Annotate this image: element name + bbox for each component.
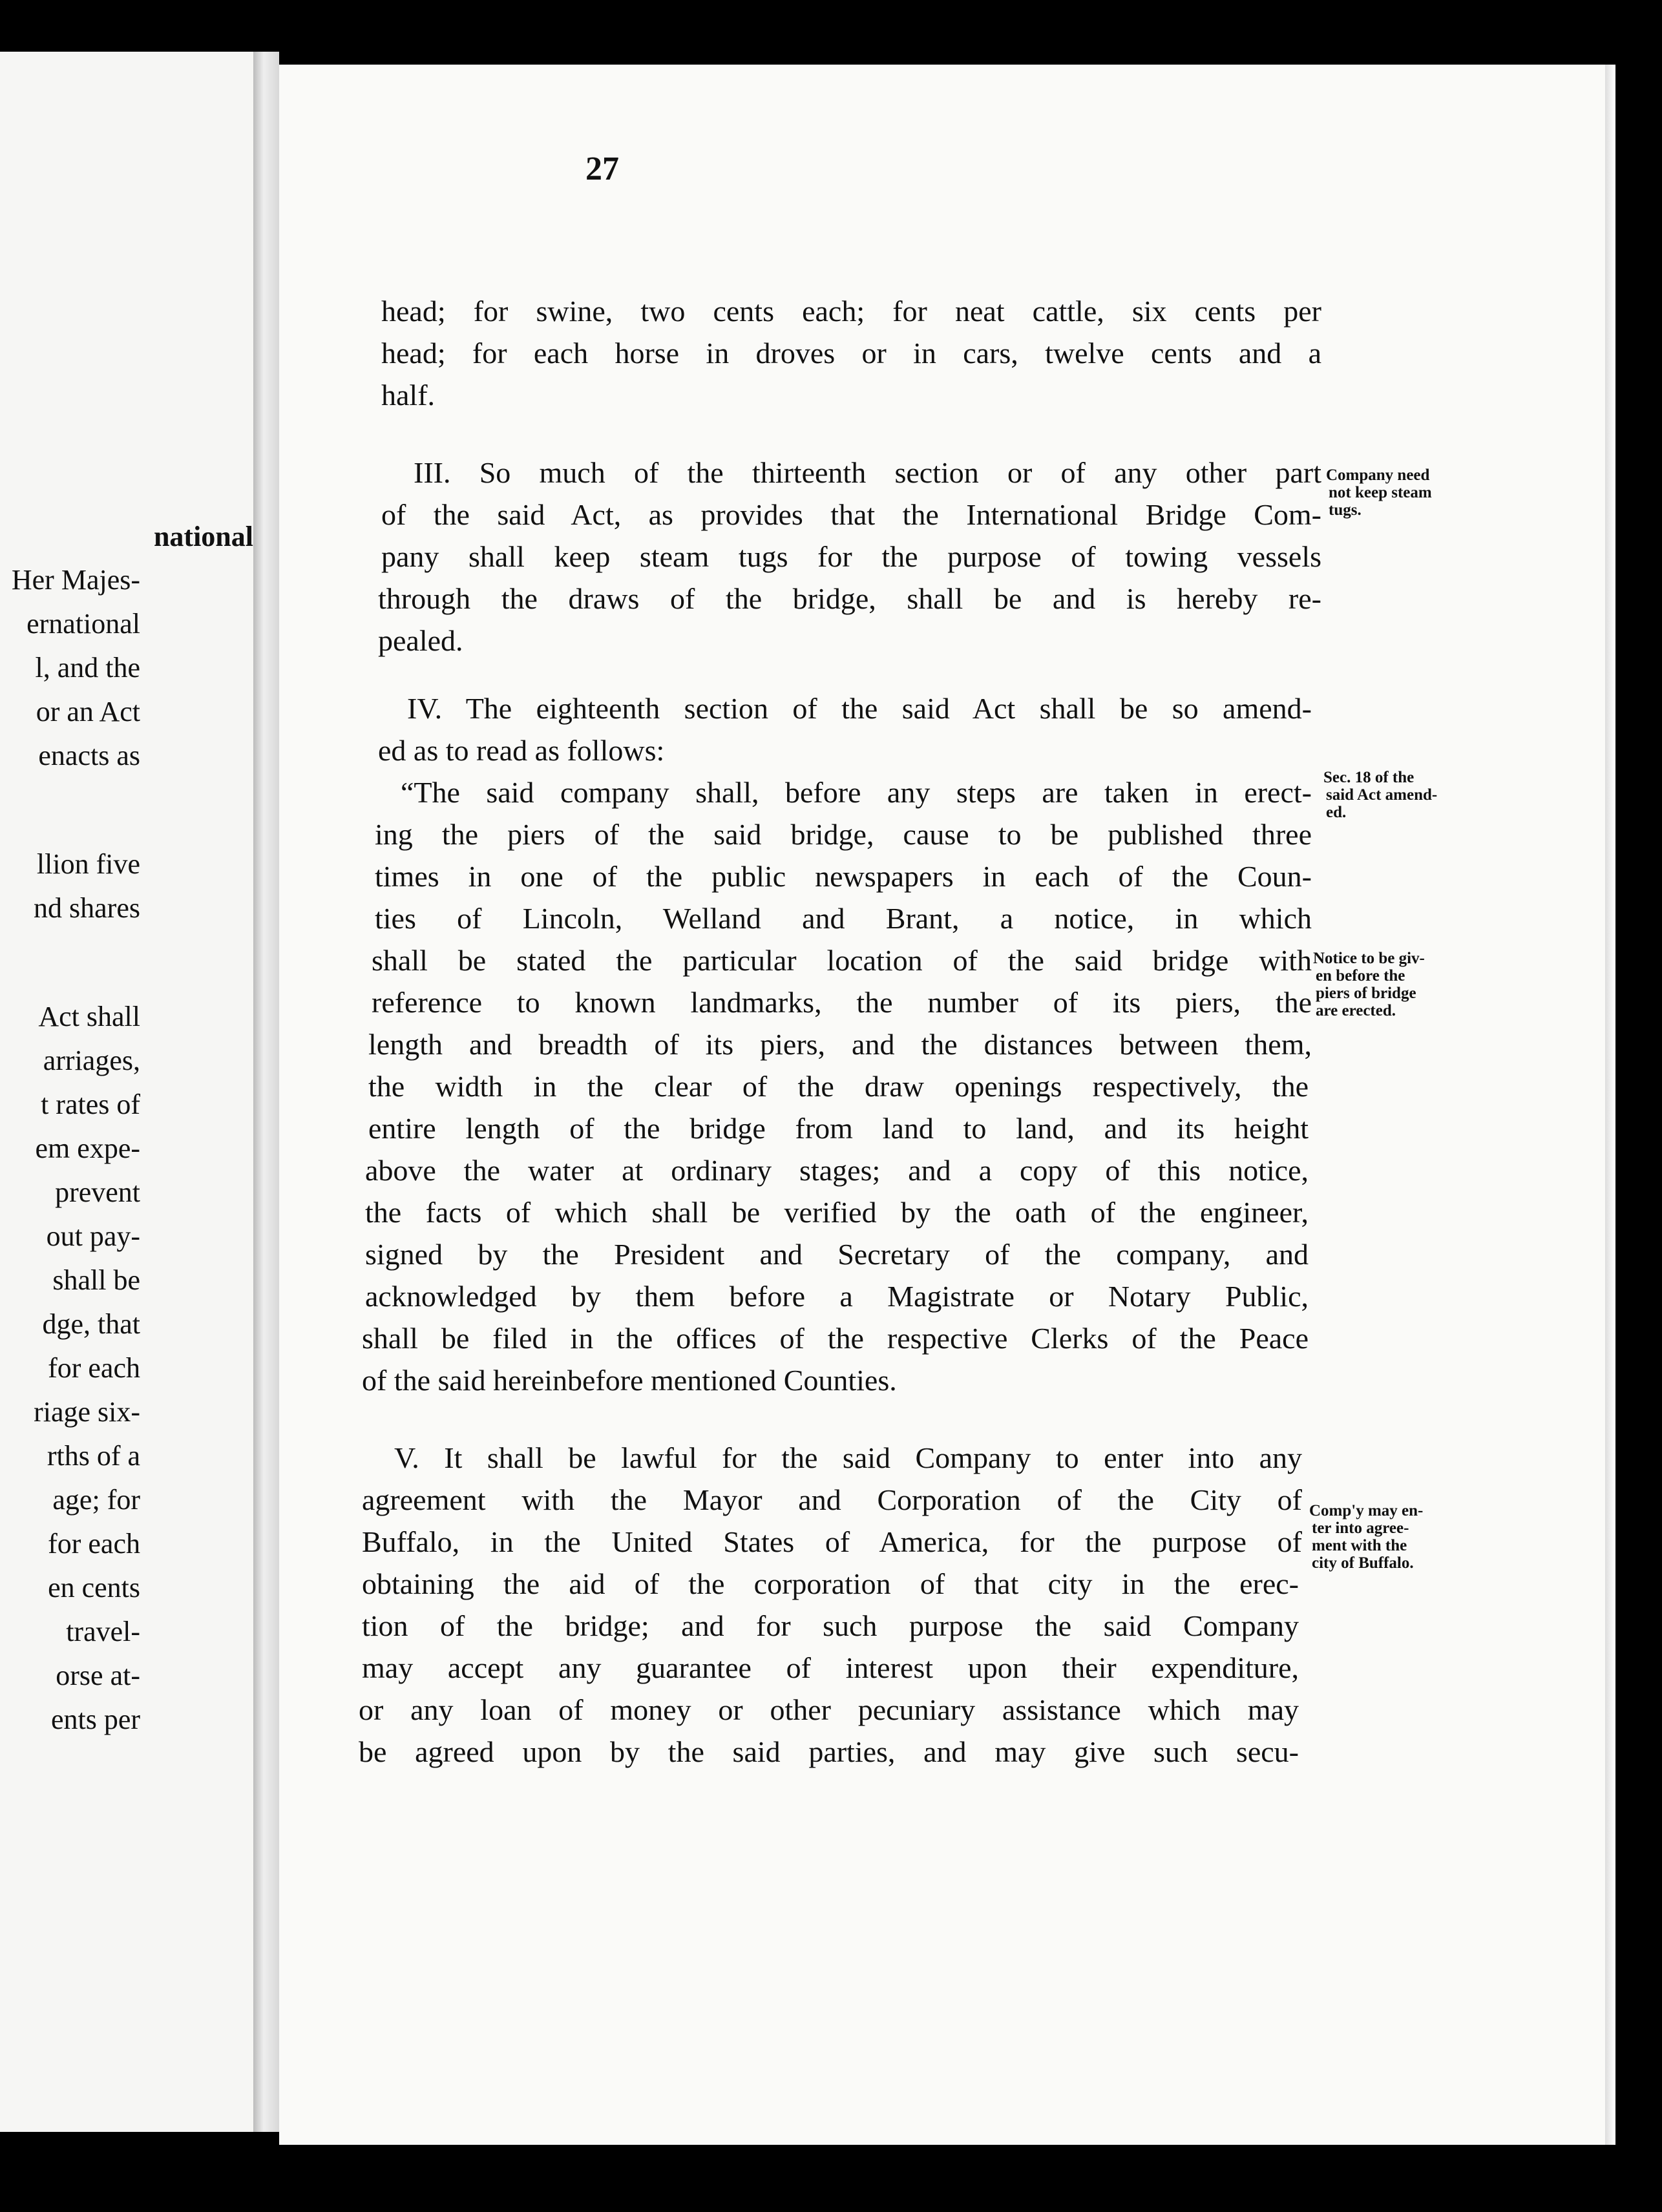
margin-note-line: ment with the bbox=[1312, 1537, 1407, 1554]
left-page-line: travel- bbox=[66, 1616, 140, 1647]
body-text-line: shall be filed in the offices of the respective Clerks of the Peace bbox=[362, 1322, 1309, 1355]
page-edge bbox=[1605, 65, 1615, 2145]
body-text-line: of the said hereinbefore mentioned Counties. bbox=[362, 1364, 897, 1397]
left-page-heading: national bbox=[153, 521, 253, 552]
body-text-line: ing the piers of the said bridge, cause to be published three bbox=[375, 818, 1312, 851]
body-text-line: acknowledged by them before a Magistrate or Notary Public, bbox=[365, 1280, 1309, 1313]
left-page-line: shall be bbox=[52, 1264, 140, 1296]
left-page-line: orse at- bbox=[56, 1660, 140, 1691]
left-page-line: or an Act bbox=[36, 696, 140, 727]
body-text-line: times in one of the public newspapers in each of the Coun- bbox=[375, 860, 1312, 893]
left-page-line: age; for bbox=[52, 1484, 140, 1516]
left-page-line: Act shall bbox=[38, 1001, 140, 1032]
left-page-line: for each bbox=[48, 1528, 140, 1560]
margin-note-line: tugs. bbox=[1329, 501, 1362, 519]
left-page-fragment bbox=[0, 52, 253, 2132]
body-text-line: be agreed upon by the said parties, and may give such secu- bbox=[359, 1735, 1299, 1768]
body-text-line: reference to known landmarks, the number of its piers, the bbox=[372, 986, 1312, 1019]
body-text-line: V. It shall be lawful for the said Company to enter into any bbox=[394, 1441, 1302, 1474]
left-page-line: Her Majes- bbox=[11, 564, 140, 596]
left-page-line: en cents bbox=[48, 1572, 140, 1603]
left-page-line: ents per bbox=[50, 1704, 140, 1735]
body-text-line: signed by the President and Secretary of the company, and bbox=[365, 1238, 1309, 1271]
body-text-line: may accept any guarantee of interest upon their expenditure, bbox=[362, 1651, 1299, 1684]
body-text-line: above the water at ordinary stages; and a copy of this notice, bbox=[365, 1154, 1309, 1187]
body-text-line: length and breadth of its piers, and the distances between them, bbox=[368, 1028, 1312, 1061]
body-text-line: ed as to read as follows: bbox=[378, 734, 665, 767]
body-text-line: obtaining the aid of the corporation of that city in the erec- bbox=[362, 1567, 1299, 1600]
body-text-line: the width in the clear of the draw openings respectively, the bbox=[368, 1070, 1309, 1103]
margin-note-line: Comp'y may en- bbox=[1309, 1502, 1424, 1519]
left-page-line: nd shares bbox=[34, 892, 140, 924]
body-text-line: ties of Lincoln, Welland and Brant, a notice, in which bbox=[375, 902, 1312, 935]
body-text-line: through the draws of the bridge, shall be and is hereby re- bbox=[378, 582, 1321, 615]
left-page-line: for each bbox=[48, 1352, 140, 1384]
margin-note-line: en before the bbox=[1316, 967, 1405, 985]
left-page-line: rths of a bbox=[47, 1440, 140, 1472]
body-text-line: IV. The eighteenth section of the said Act shall be so amend- bbox=[407, 692, 1312, 725]
margin-note-line: city of Buffalo. bbox=[1312, 1554, 1414, 1572]
left-page-line: l, and the bbox=[35, 652, 140, 683]
body-text-line: “The said company shall, before any steps are taken in erect- bbox=[401, 776, 1312, 809]
left-page-line: dge, that bbox=[42, 1308, 140, 1340]
margin-note-line: Company need bbox=[1326, 466, 1430, 484]
body-text-line: pany shall keep steam tugs for the purpose of towing vessels bbox=[381, 540, 1321, 573]
margin-note-line: are erected. bbox=[1316, 1002, 1396, 1019]
page-gutter bbox=[253, 52, 279, 2132]
left-page-line: llion five bbox=[36, 848, 140, 880]
left-page-line: arriages, bbox=[43, 1045, 140, 1076]
body-text-line: shall be stated the particular location of the said bridge with bbox=[372, 944, 1312, 977]
left-page-line: prevent bbox=[55, 1176, 140, 1208]
body-text-line: pealed. bbox=[378, 624, 463, 657]
left-page-line: riage six- bbox=[34, 1396, 140, 1428]
left-page-line: em expe- bbox=[35, 1132, 140, 1164]
margin-note-line: Notice to be giv- bbox=[1313, 950, 1425, 967]
body-text-line: III. So much of the thirteenth section or of any other part bbox=[414, 456, 1321, 489]
margin-note-line: not keep steam bbox=[1329, 484, 1432, 501]
body-text-line: of the said Act, as provides that the International Bridge Com- bbox=[381, 498, 1321, 531]
margin-note-line: piers of bridge bbox=[1316, 985, 1416, 1002]
left-page-line: t rates of bbox=[41, 1089, 140, 1120]
body-text-line: entire length of the bridge from land to land, and its height bbox=[368, 1112, 1309, 1145]
body-text-line: head; for each horse in droves or in cars, twelve cents and a bbox=[381, 337, 1321, 370]
body-text-line: tion of the bridge; and for such purpose the said Company bbox=[362, 1609, 1299, 1642]
margin-note-line: ed. bbox=[1326, 804, 1347, 821]
page-number: 27 bbox=[585, 151, 619, 187]
margin-note-line: Sec. 18 of the bbox=[1323, 769, 1415, 786]
left-page-line: enacts as bbox=[38, 740, 140, 771]
body-text-line: half. bbox=[381, 379, 436, 412]
margin-note-line: ter into agree- bbox=[1312, 1519, 1409, 1537]
left-page-line: ernational bbox=[26, 608, 140, 640]
margin-note-line: said Act amend- bbox=[1326, 786, 1438, 804]
body-text-line: the facts of which shall be verified by the oath of the engineer, bbox=[365, 1196, 1309, 1229]
left-page-line: out pay- bbox=[46, 1220, 140, 1252]
body-text-line: Buffalo, in the United States of America, for the purpose of bbox=[362, 1525, 1302, 1558]
body-text-line: or any loan of money or other pecuniary assistance which may bbox=[359, 1693, 1299, 1726]
body-text-line: head; for swine, two cents each; for neat cattle, six cents per bbox=[381, 295, 1321, 328]
body-text-line: agreement with the Mayor and Corporation of the City of bbox=[362, 1483, 1302, 1516]
